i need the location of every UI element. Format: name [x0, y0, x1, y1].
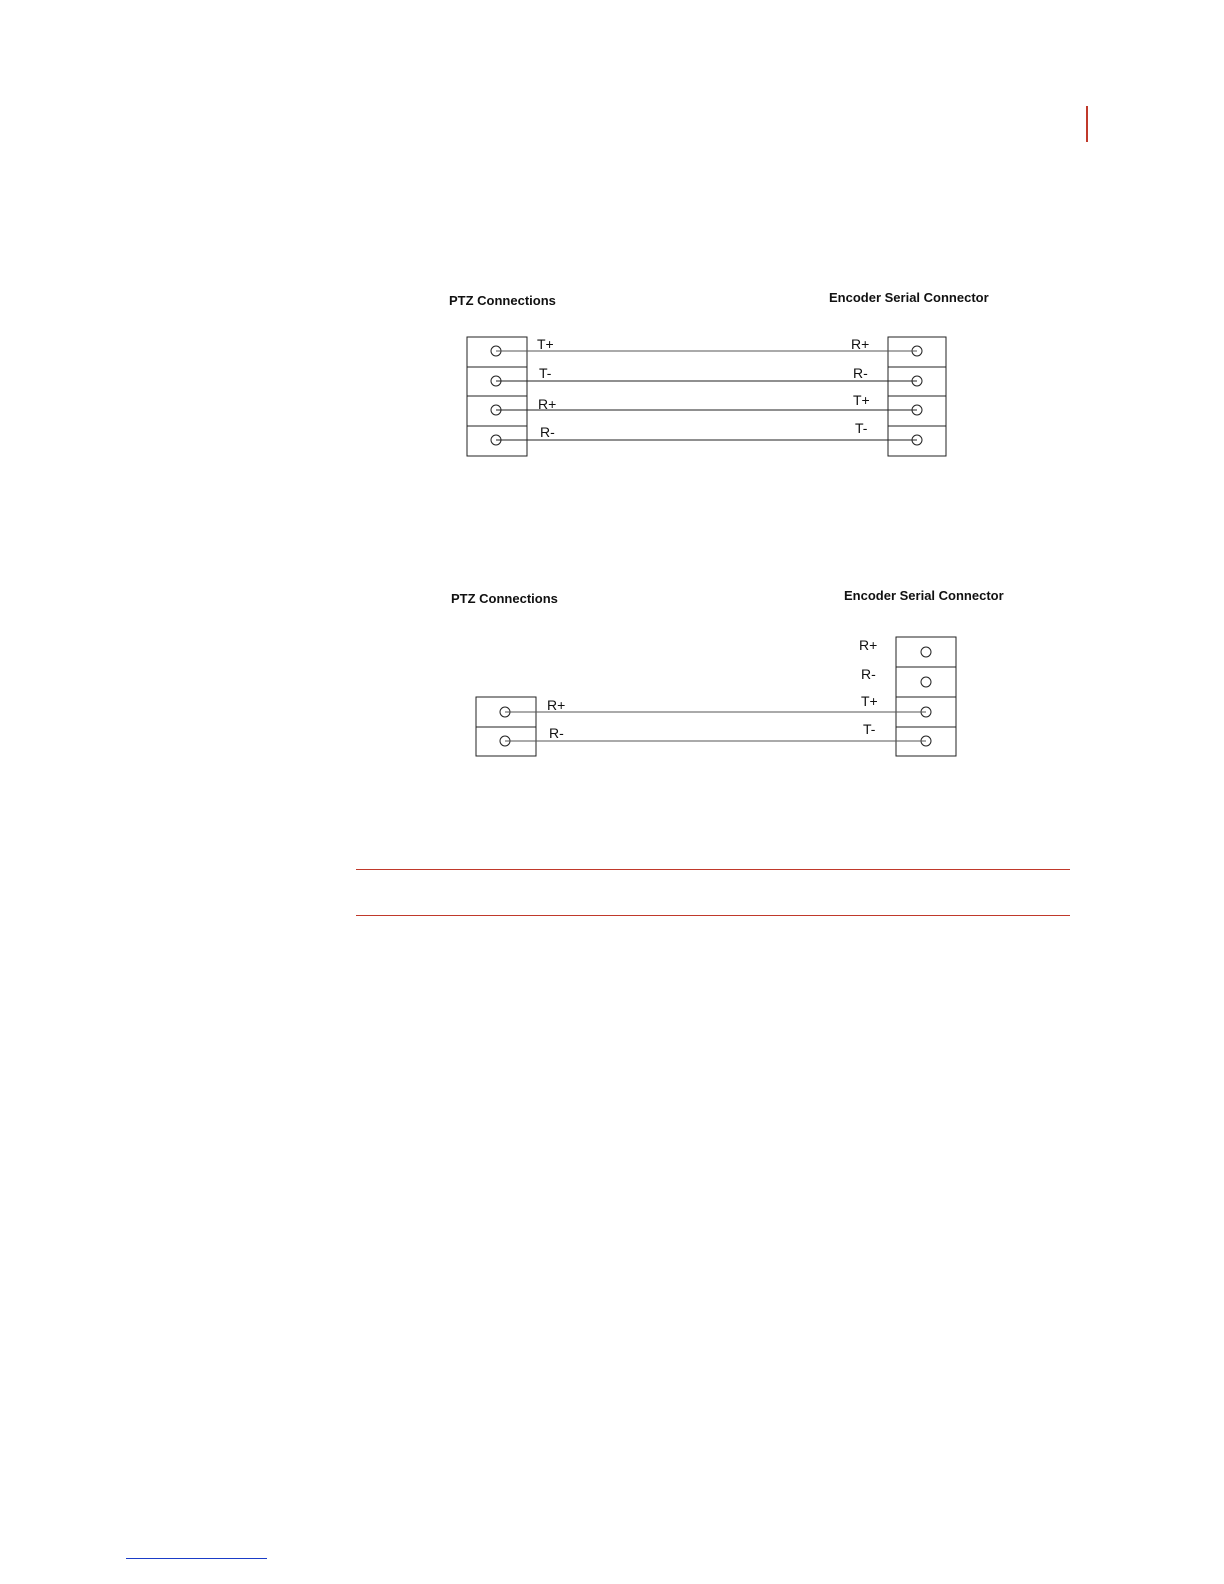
pin-label: T- [855, 420, 868, 436]
ptz-connections-title: PTZ Connections [451, 591, 558, 606]
terminal-screw-icon [921, 677, 931, 687]
pin-label: R- [861, 666, 876, 682]
pin-label: R+ [859, 637, 878, 653]
ptz-terminal-block [467, 337, 527, 456]
pin-label: T+ [853, 392, 870, 408]
ptz-terminal-block [476, 697, 536, 756]
encoder-terminal-block [896, 637, 956, 756]
pin-label: R- [549, 725, 564, 741]
diagram-two-wire [451, 588, 1004, 756]
footer-link-underline [126, 1558, 267, 1559]
pin-label: T+ [537, 336, 554, 352]
pin-label: R- [853, 365, 868, 381]
pin-label: R+ [538, 396, 557, 412]
ptz-connections-title: PTZ Connections [449, 293, 556, 308]
encoder-serial-connector-title: Encoder Serial Connector [829, 290, 989, 305]
pin-label: R+ [851, 336, 870, 352]
divider-bottom [356, 915, 1070, 916]
diagram-four-wire [449, 290, 989, 456]
terminal-screw-icon [921, 647, 931, 657]
pin-label: T+ [861, 693, 878, 709]
pin-label: T- [539, 365, 552, 381]
encoder-terminal-block [888, 337, 946, 456]
pin-label: R+ [547, 697, 566, 713]
pin-label: T- [863, 721, 876, 737]
divider-top [356, 869, 1070, 870]
encoder-serial-connector-title: Encoder Serial Connector [844, 588, 1004, 603]
pin-label: R- [540, 424, 555, 440]
